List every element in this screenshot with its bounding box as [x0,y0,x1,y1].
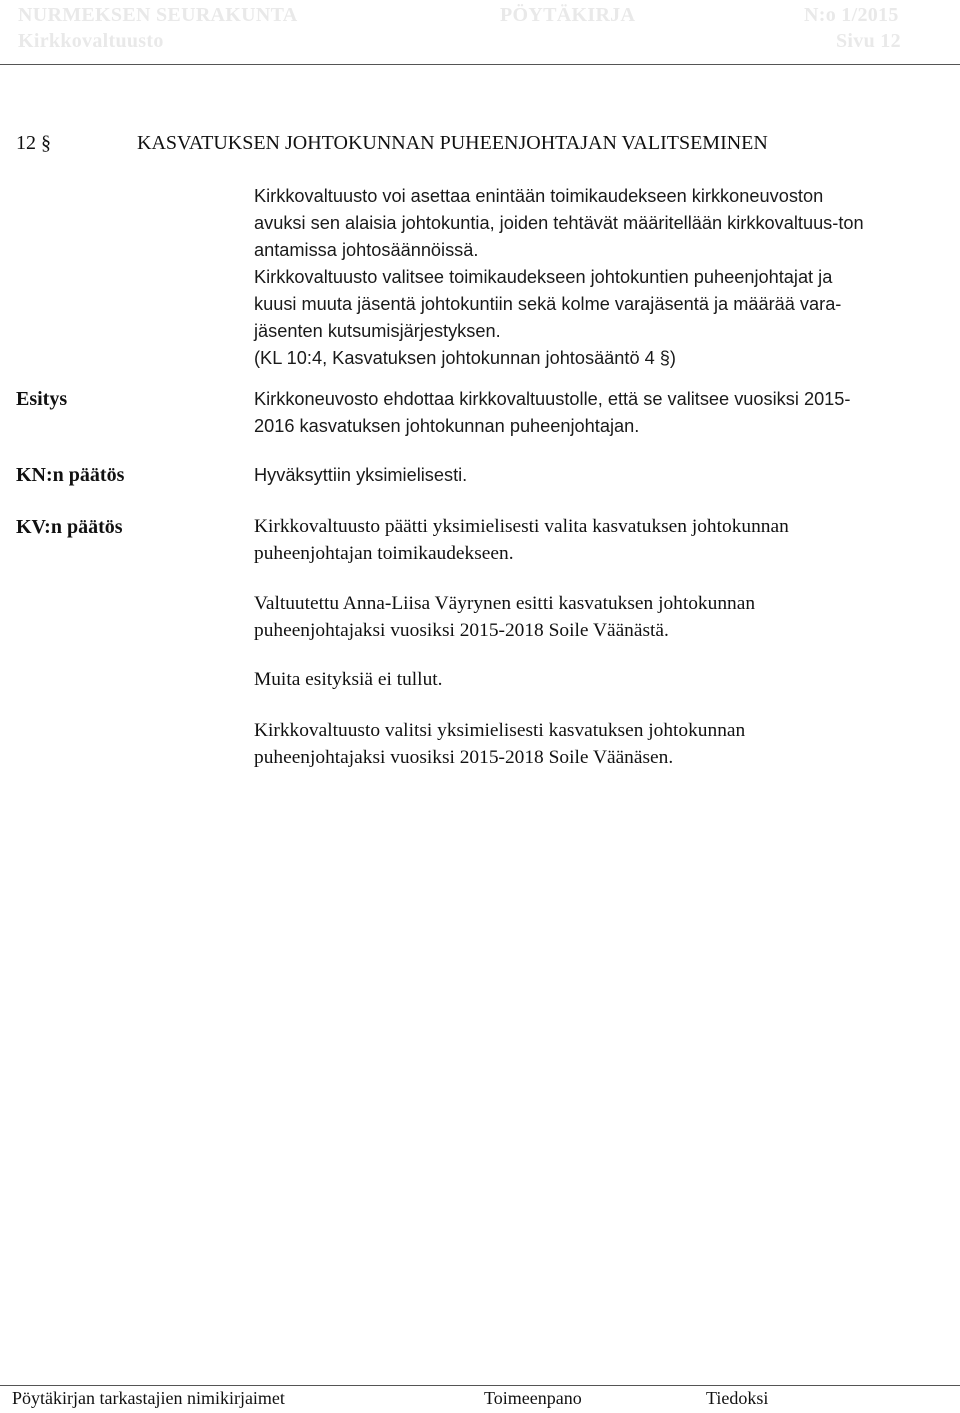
text-line: Valtuutettu Anna-Liisa Väyrynen esitti kasvatuksen johtokunnan [254,593,756,614]
kn-decision-text [254,462,944,489]
section-number: 12 § [16,132,51,154]
text-line: Kirkkovaltuusto valitsi yksimielisesti kasvatuksen johtokunnan [254,720,746,741]
footer-signatures: Pöytäkirjan tarkastajien nimikirjaimet [12,1388,285,1408]
text-line: jäsenten kutsumisjärjestyksen. [254,321,501,341]
footer-rule [0,1385,960,1386]
kv-paragraph-4 [254,717,944,771]
text-line: Kirkkovaltuusto valitsee toimikaudekseen johtokuntien puheenjohtajat ja [254,267,833,287]
text-line: 2016 kasvatuksen johtokunnan puheenjohtajan. [254,416,640,436]
org-name: NURMEKSEN SEURAKUNTA [18,4,298,26]
page-number: Sivu 12 [836,30,901,52]
kv-paragraph-3 [254,666,944,693]
intro-paragraph [254,183,944,372]
text-line: Kirkkovaltuusto päätti yksimielisesti valita kasvatuksen johtokunnan [254,516,789,537]
esitys-paragraph [254,386,944,440]
text-line: (KL 10:4, Kasvatuksen johtokunnan johtosääntö 4 §) [254,348,676,368]
text-line: antamissa johtosäännöissä. [254,240,479,260]
header-rule [0,64,960,65]
label-kv-decision: KV:n päätös [16,516,123,538]
text-line: kuusi muuta jäsentä johtokuntiin sekä kolme varajäsentä ja määrää vara- [254,294,842,314]
kv-paragraph-2 [254,590,944,644]
text-line: Hyväksyttiin yksimielisesti. [254,465,468,485]
label-kn-decision: KN:n päätös [16,464,125,486]
document-type: PÖYTÄKIRJA [500,4,636,26]
text-line: puheenjohtajaksi vuosiksi 2015-2018 Soile Väänästä. [254,620,669,641]
document-number: N:o 1/2015 [804,4,899,26]
text-line: avuksi sen alaisia johtokuntia, joiden tehtävät määritellään kirkkovaltuus-ton [254,213,864,233]
issuing-body: Kirkkovaltuusto [18,30,164,52]
kv-paragraph-1 [254,513,944,567]
label-esitys: Esitys [16,388,68,410]
text-line: Kirkkovaltuusto voi asettaa enintään toimikaudekseen kirkkoneuvoston [254,186,824,206]
footer-execution: Toimeenpano [484,1388,582,1408]
text-line: Muita esityksiä ei tullut. [254,669,443,690]
section-title: KASVATUKSEN JOHTOKUNNAN PUHEENJOHTAJAN VALITSEMINEN [137,132,768,154]
footer-notices: Tiedoksi [706,1388,769,1408]
text-line: puheenjohtajan toimikaudekseen. [254,543,514,564]
text-line: Kirkkoneuvosto ehdottaa kirkkovaltuustolle, että se valitsee vuosiksi 2015- [254,389,851,409]
text-line: puheenjohtajaksi vuosiksi 2015-2018 Soile Väänäsen. [254,747,674,768]
